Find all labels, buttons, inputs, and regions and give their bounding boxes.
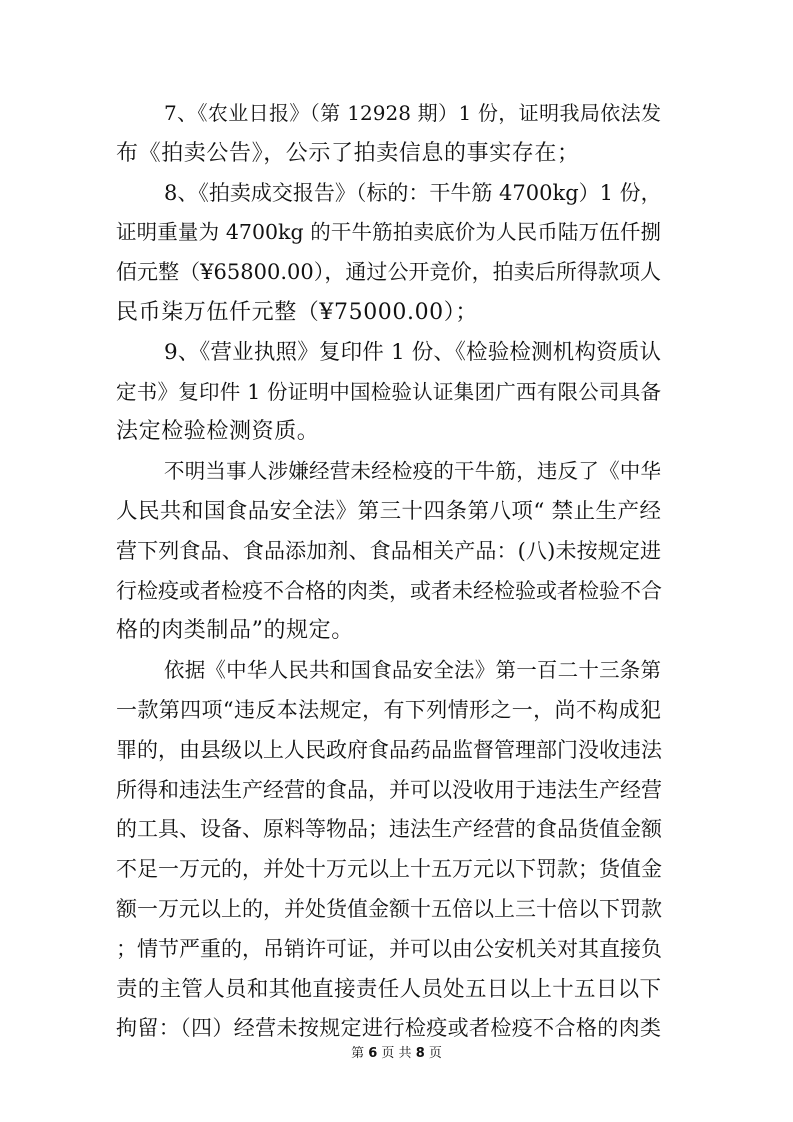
text-line: 定书》复印件 1 份证明中国检验认证集团广西有限公司具备	[116, 379, 661, 404]
footer-middle: 页 共	[381, 1046, 412, 1061]
text-line: 依据《中华人民共和国食品安全法》第一百二十三条第	[164, 658, 661, 683]
document-body	[116, 94, 661, 1049]
text-line: ；情节严重的，吊销许可证，并可以由公安机关对其直接负	[116, 936, 662, 961]
total-page-number: 8	[415, 1046, 425, 1061]
text-line: 罪的，由县级以上人民政府食品药品监督管理部门没收违法	[116, 737, 662, 762]
text-line: 拘留：（四）经营未按规定进行检疫或者检疫不合格的肉类	[116, 1016, 661, 1041]
text-line: 所得和违法生产经营的食品，并可以没收用于违法生产经营	[116, 777, 662, 802]
text-line: 不明当事人涉嫌经营未经检疫的干牛筋，违反了《中华	[164, 459, 661, 484]
text-line: 民币柒万伍仟元整（¥75000.00）；	[116, 299, 478, 325]
text-line: 法定检验检测资质。	[116, 419, 320, 445]
text-line: 佰元整（¥65800.00），通过公开竞价，拍卖后所得款项人	[116, 260, 661, 285]
text-line: 的工具、设备、原料等物品；违法生产经营的食品货值金额	[116, 817, 662, 842]
text-line: 额一万元以上的，并处货值金额十五倍以上三十倍以下罚款	[116, 896, 662, 921]
text-line: 不足一万元的，并处十万元以上十五万元以下罚款；货值金	[116, 857, 662, 882]
text-line: 布《拍卖公告》，公示了拍卖信息的事实存在；	[116, 140, 580, 166]
text-line: 9、《营业执照》复印件 1 份、《检验检测机构资质认	[164, 339, 661, 365]
text-line: 营下列食品、食品添加剂、食品相关产品：(八)未按规定进	[116, 538, 661, 563]
current-page-number: 6	[368, 1046, 378, 1061]
footer-prefix: 第	[351, 1046, 365, 1061]
text-line: 证明重量为 4700kg 的干牛筋拍卖底价为人民币陆万伍仟捌	[116, 220, 661, 245]
text-line: 行检疫或者检疫不合格的肉类，或者未经检验或者检验不合	[116, 578, 662, 603]
text-line: 格的肉类制品”的规定。	[116, 618, 354, 644]
page-footer	[0, 1042, 793, 1061]
text-line: 人民共和国食品安全法》第三十四条第八项“ 禁止生产经	[116, 498, 661, 524]
text-line: 一款第四项“违反本法规定，有下列情形之一，尚不构成犯	[116, 697, 661, 722]
text-line: 7、《农业日报》（第 12928 期）1 份，证明我局依法发	[164, 101, 661, 125]
text-line: 责的主管人员和其他直接责任人员处五日以上十五日以下	[116, 976, 661, 1002]
text-line: 8、《拍卖成交报告》（标的：干牛筋 4700kg）1 份，	[164, 180, 662, 205]
footer-suffix: 页	[428, 1046, 442, 1061]
